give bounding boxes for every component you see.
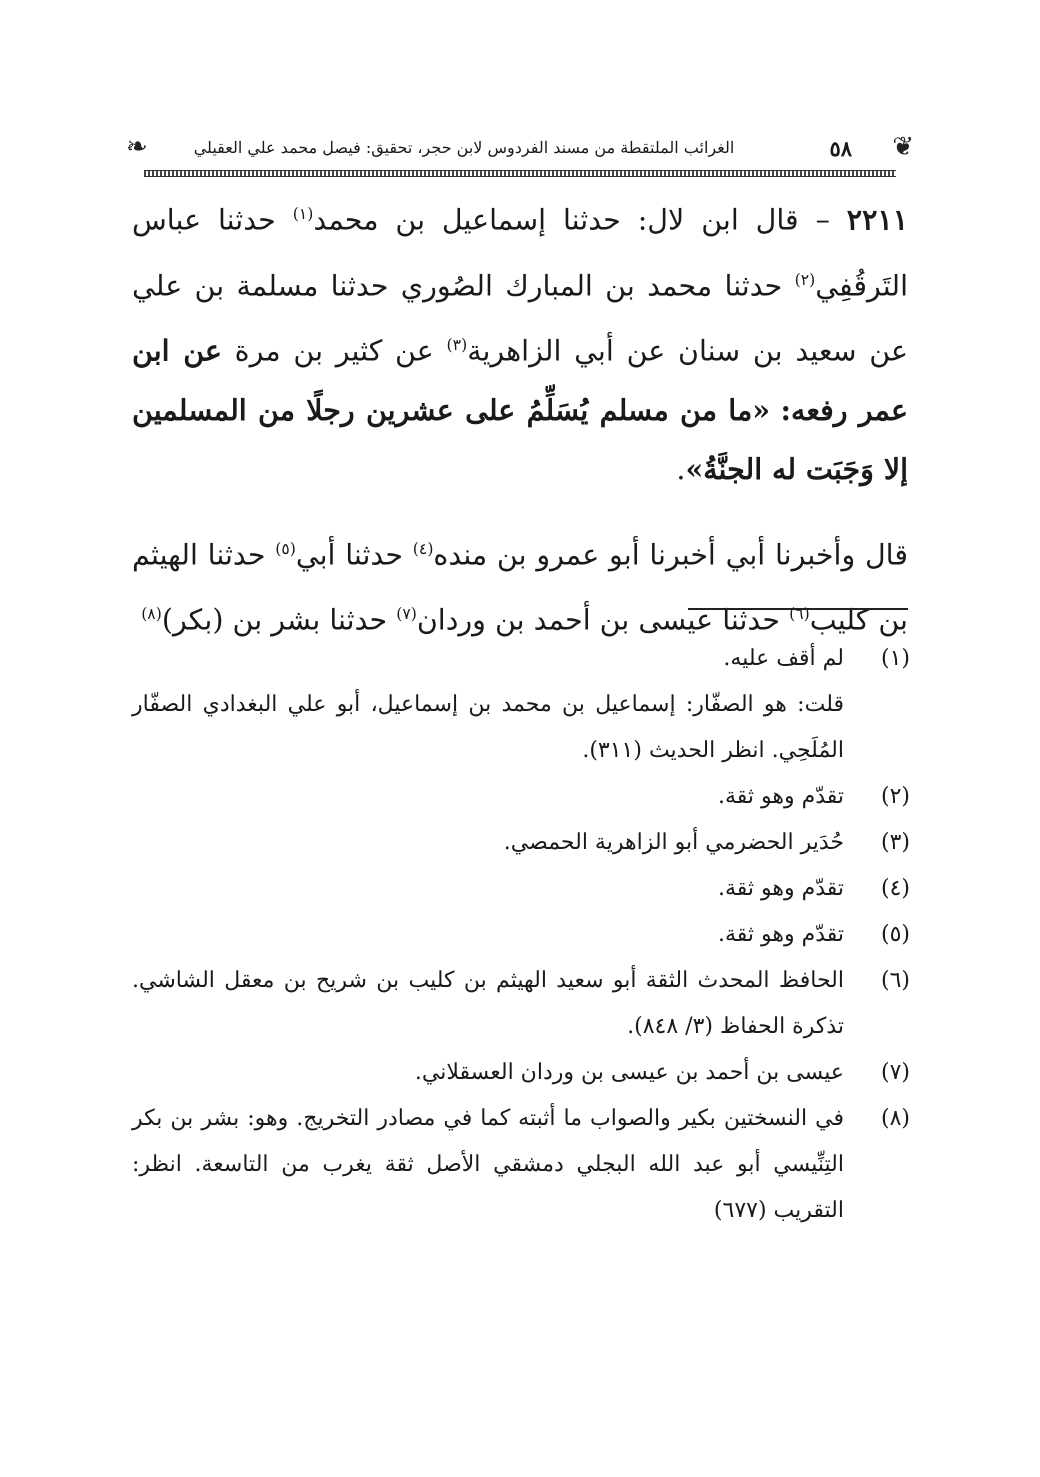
- footnote-2: [132, 774, 910, 820]
- footnote-3: [132, 820, 910, 866]
- text-run: .: [676, 452, 686, 486]
- text-run: حدثنا محمد بن المبارك الصُوري حدثنا مسلمة بن علي عن سعيد بن سنان عن أبي الزاهرية: [132, 269, 908, 368]
- footnote-6: [132, 958, 910, 1050]
- footnote-ref: (٤): [412, 538, 434, 558]
- main-text: [132, 184, 908, 650]
- footnote-text: لم أقف عليه.: [723, 646, 844, 671]
- footnote-separator: [688, 608, 908, 610]
- footnote-ref: (٣): [446, 335, 468, 354]
- footnote-ref: (٧): [396, 604, 417, 623]
- footnote-text: عيسى بن أحمد بن عيسى بن وردان العسقلاني.: [414, 1060, 844, 1085]
- text-run: حدثنا عيسى بن أحمد بن وردان: [416, 603, 790, 637]
- footnote-number: (٣): [880, 830, 910, 855]
- text-run: حدثنا الهيثم بن كليب: [132, 538, 908, 637]
- footnote-text: تقدّم وهو ثقة.: [717, 784, 844, 809]
- footnote-1-note: [132, 682, 910, 774]
- footnote-number: (٦): [880, 968, 910, 993]
- text-run: قال وأخبرنا أبي أخبرنا أبو عمرو بن منده: [433, 538, 908, 571]
- footnote-text: تقدّم وهو ثقة.: [717, 876, 844, 901]
- hadith-matn: «ما من مسلم يُسَلِّمُ على عشرين رجلًا من المسلمين إلا وَجَبَت له الجنَّةُ»: [132, 392, 908, 486]
- footnote-text: الحافظ المحدث الثقة أبو سعيد الهيثم بن كليب بن شريح بن معقل الشاشي. تذكرة الحفاظ (٣/ ٨٤٨).: [132, 968, 844, 1039]
- ornament-right-icon: ❦: [892, 132, 914, 162]
- footnotes: [132, 636, 910, 1234]
- footnote-4: [132, 866, 910, 912]
- footnote-text: في النسختين بكير والصواب ما أثبته كما في مصادر التخريج. وهو: بشر بن بكر التِنِّيسي أبو عبد الله البجلي دمشقي الأصل ثقة يغرب من التاسعة. انظر: التقريب (٦٧٧): [132, 1106, 844, 1223]
- page-number: ٥٨: [829, 136, 852, 161]
- text-run: حدثنا أبي: [295, 538, 413, 571]
- footnote-number: (٤): [880, 876, 910, 901]
- footnote-ref: (٨): [141, 604, 162, 623]
- footnote-5: [132, 912, 910, 958]
- footnote-ref: (٦): [789, 604, 810, 623]
- footnote-ref: (٢): [794, 269, 816, 289]
- ornament-left-icon: ❧: [126, 132, 148, 162]
- footnote-text: حُدَير الحضرمي أبو الزاهرية الحمصي.: [503, 830, 844, 855]
- text-run: حدثنا عباس التَرقُفِي: [132, 203, 908, 302]
- footnote-ref: (١): [292, 204, 314, 223]
- text-run: عن كثير بن مرة: [221, 334, 447, 368]
- footnote-text: تقدّم وهو ثقة.: [717, 922, 844, 947]
- isnad-paragraph: [132, 519, 908, 650]
- header-rule: [144, 170, 896, 177]
- footnote-7: [132, 1050, 910, 1096]
- footnote-number: (٥): [880, 922, 910, 947]
- footnote-number: (٢): [880, 784, 910, 809]
- bold-run: عن ابن عمر رفعه:: [132, 333, 908, 427]
- footnote-text: قلت: هو الصفّار: إسماعيل بن محمد بن إسماعيل، أبو علي البغدادي الصفّار المُلَحِي. انظر الحديث (٣١١).: [132, 692, 844, 763]
- footnote-1: [132, 636, 910, 682]
- footnote-ref: (٥): [275, 538, 296, 558]
- hadith-number: ٢٢١١: [846, 202, 908, 237]
- footnote-8: [132, 1096, 910, 1234]
- footnote-number: (٧): [880, 1060, 910, 1085]
- running-title: الغرائب الملتقطة من مسند الفردوس لابن حجر، تحقيق: فيصل محمد علي العقيلي: [193, 138, 735, 157]
- text-run: حدثنا بشر بن (بكر): [161, 603, 397, 637]
- page-header: [126, 128, 914, 174]
- hadith-paragraph: [132, 184, 908, 499]
- footnote-number: (٨): [880, 1106, 910, 1131]
- text-run: – قال ابن لال: حدثنا إسماعيل بن محمد: [313, 203, 847, 237]
- footnote-number: (١): [880, 646, 910, 671]
